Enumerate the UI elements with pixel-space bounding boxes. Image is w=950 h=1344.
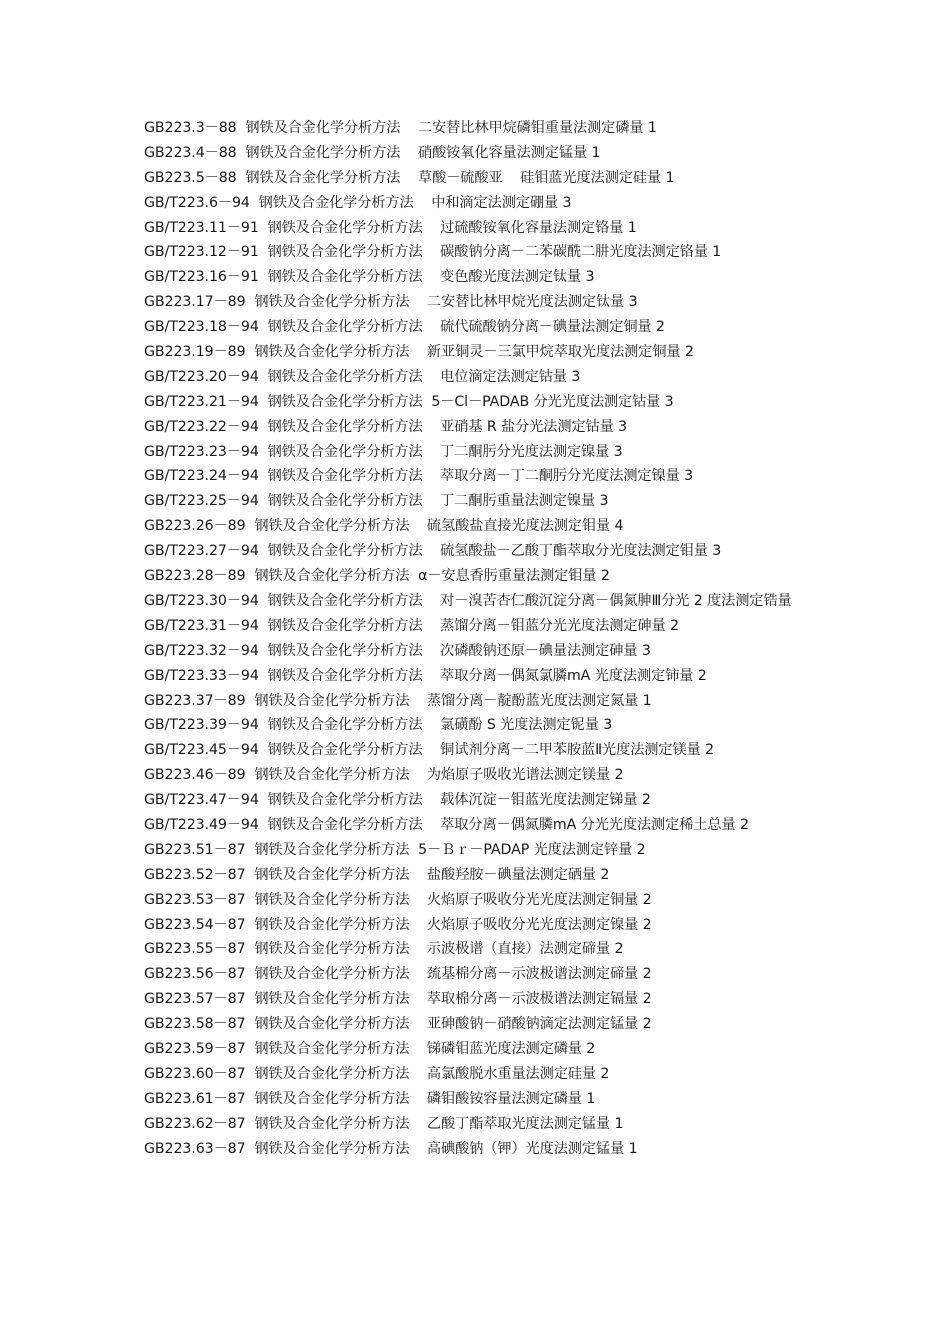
standards-list	[144, 116, 810, 1161]
list-item: GB223.4－88 钢铁及合金化学分析方法 硝酸铵氧化容量法测定锰量 1	[144, 144, 601, 161]
list-item: GB/T223.39－94 钢铁及合金化学分析方法 氯磺酚 S 光度法测定铌量 3	[144, 717, 613, 734]
list-item: GB223.26－89 钢铁及合金化学分析方法 硫氢酸盐直接光度法测定钼量 4	[144, 518, 624, 535]
list-item: GB223.61－87 钢铁及合金化学分析方法 磷钼酸铵容量法测定磷量 1	[144, 1090, 596, 1107]
list-item: GB/T223.45－94 钢铁及合金化学分析方法 铜试剂分离－二甲苯胺蓝Ⅱ光度法测定镁量 2	[144, 742, 714, 759]
list-item: GB223.5－88 钢铁及合金化学分析方法 草酸－硫酸亚 硅钼蓝光度法测定硅量 1	[144, 169, 675, 186]
list-item: GB/T223.16－91 钢铁及合金化学分析方法 变色酸光度法测定钛量 3	[144, 269, 595, 286]
list-item: GB223.51－87 钢铁及合金化学分析方法 5－Ｂｒ－PADAP 光度法测定锌量 2	[144, 841, 646, 858]
list-item: GB/T223.24－94 钢铁及合金化学分析方法 萃取分离－丁二酮肟分光度法测定镍量 3	[144, 468, 694, 485]
list-item: GB223.46－89 钢铁及合金化学分析方法 为焰原子吸收光谱法测定镁量 2	[144, 767, 624, 784]
list-item: GB223.59－87 钢铁及合金化学分析方法 锑磷钼蓝光度法测定磷量 2	[144, 1040, 596, 1057]
list-item: GB/T223.47－94 钢铁及合金化学分析方法 载体沉淀－钼蓝光度法测定锑量 2	[144, 792, 651, 809]
list-item: GB/T223.23－94 钢铁及合金化学分析方法 丁二酮肟分光度法测定镍量 3	[144, 443, 623, 460]
list-item: GB/T223.18－94 钢铁及合金化学分析方法 硫代硫酸钠分离－碘量法测定铜量 2	[144, 319, 665, 336]
list-item: GB223.60－87 钢铁及合金化学分析方法 高氯酸脱水重量法测定硅量 2	[144, 1065, 610, 1082]
list-item: GB223.17－89 钢铁及合金化学分析方法 二安替比林甲烷光度法测定钛量 3	[144, 294, 638, 311]
list-item: GB223.37－89 钢铁及合金化学分析方法 蒸馏分离－靛酚蓝光度法测定氮量 1	[144, 692, 652, 709]
list-item: GB/T223.25－94 钢铁及合金化学分析方法 丁二酮肟重量法测定镍量 3	[144, 493, 609, 510]
list-item: GB223.55－87 钢铁及合金化学分析方法 示波极谱（直接）法测定碲量 2	[144, 941, 624, 958]
list-item: GB223.19－89 钢铁及合金化学分析方法 新亚铜灵－三氯甲烷萃取光度法测定铜量 2	[144, 344, 694, 361]
list-item: GB/T223.12－91 钢铁及合金化学分析方法 碳酸钠分离－二苯碳酰二肼光度法测定铬量 1	[144, 244, 722, 261]
list-item: GB223.28－89 钢铁及合金化学分析方法 α－安息香肟重量法测定钼量 2	[144, 568, 610, 585]
list-item: GB/T223.49－94 钢铁及合金化学分析方法 萃取分离－偶氮膦mA 分光光度法测定稀土总量 2	[144, 816, 749, 833]
list-item: GB223.53－87 钢铁及合金化学分析方法 火焰原子吸收分光光度法测定铜量 2	[144, 891, 652, 908]
list-item: GB223.63－87 钢铁及合金化学分析方法 高碘酸钠（钾）光度法测定锰量 1	[144, 1140, 638, 1157]
list-item: GB/T223.22－94 钢铁及合金化学分析方法 亚硝基 R 盐分光法测定钴量 3	[144, 418, 628, 435]
list-item: GB/T223.21－94 钢铁及合金化学分析方法 5－Cl－PADAB 分光光度法测定钴量 3	[144, 393, 674, 410]
list-item: GB223.54－87 钢铁及合金化学分析方法 火焰原子吸收分光光度法测定镍量 2	[144, 916, 652, 933]
list-item: GB/T223.20－94 钢铁及合金化学分析方法 电位滴定法测定钴量 3	[144, 368, 581, 385]
list-item: GB223.52－87 钢铁及合金化学分析方法 盐酸羟胺－碘量法测定硒量 2	[144, 866, 610, 883]
list-item: GB/T223.27－94 钢铁及合金化学分析方法 硫氢酸盐－乙酸丁酯萃取分光度法测定钼量 3	[144, 543, 722, 560]
list-item: GB/T223.32－94 钢铁及合金化学分析方法 次磷酸钠还原－碘量法测定砷量 3	[144, 642, 651, 659]
list-item: GB/T223.30－94 钢铁及合金化学分析方法 对－溴苦杏仁酸沉淀分离－偶氮胂Ⅲ分光 2 度法测定锆量	[144, 592, 792, 609]
list-item: GB223.56－87 钢铁及合金化学分析方法 巯基棉分离－示波极谱法测定碲量 2	[144, 966, 652, 983]
list-item: GB/T223.6－94 钢铁及合金化学分析方法 中和滴定法测定硼量 3	[144, 194, 572, 211]
list-item: GB223.57－87 钢铁及合金化学分析方法 萃取棉分离－示波极谱法测定镉量 2	[144, 991, 652, 1008]
list-item: GB/T223.11－91 钢铁及合金化学分析方法 过硫酸铵氧化容量法测定铬量 1	[144, 219, 637, 236]
list-item: GB/T223.31－94 钢铁及合金化学分析方法 蒸馏分离－钼蓝分光光度法测定砷量 2	[144, 617, 679, 634]
list-item: GB223.58－87 钢铁及合金化学分析方法 亚砷酸钠－硝酸钠滴定法测定锰量 2	[144, 1016, 652, 1033]
list-item: GB223.3－88 钢铁及合金化学分析方法 二安替比林甲烷磷钼重量法测定磷量 1	[144, 120, 657, 136]
list-item: GB223.62－87 钢铁及合金化学分析方法 乙酸丁酯萃取光度法测定锰量 1	[144, 1115, 624, 1132]
list-item: GB/T223.33－94 钢铁及合金化学分析方法 萃取分离－偶氮氯膦mA 光度法测定铈量 2	[144, 667, 707, 684]
